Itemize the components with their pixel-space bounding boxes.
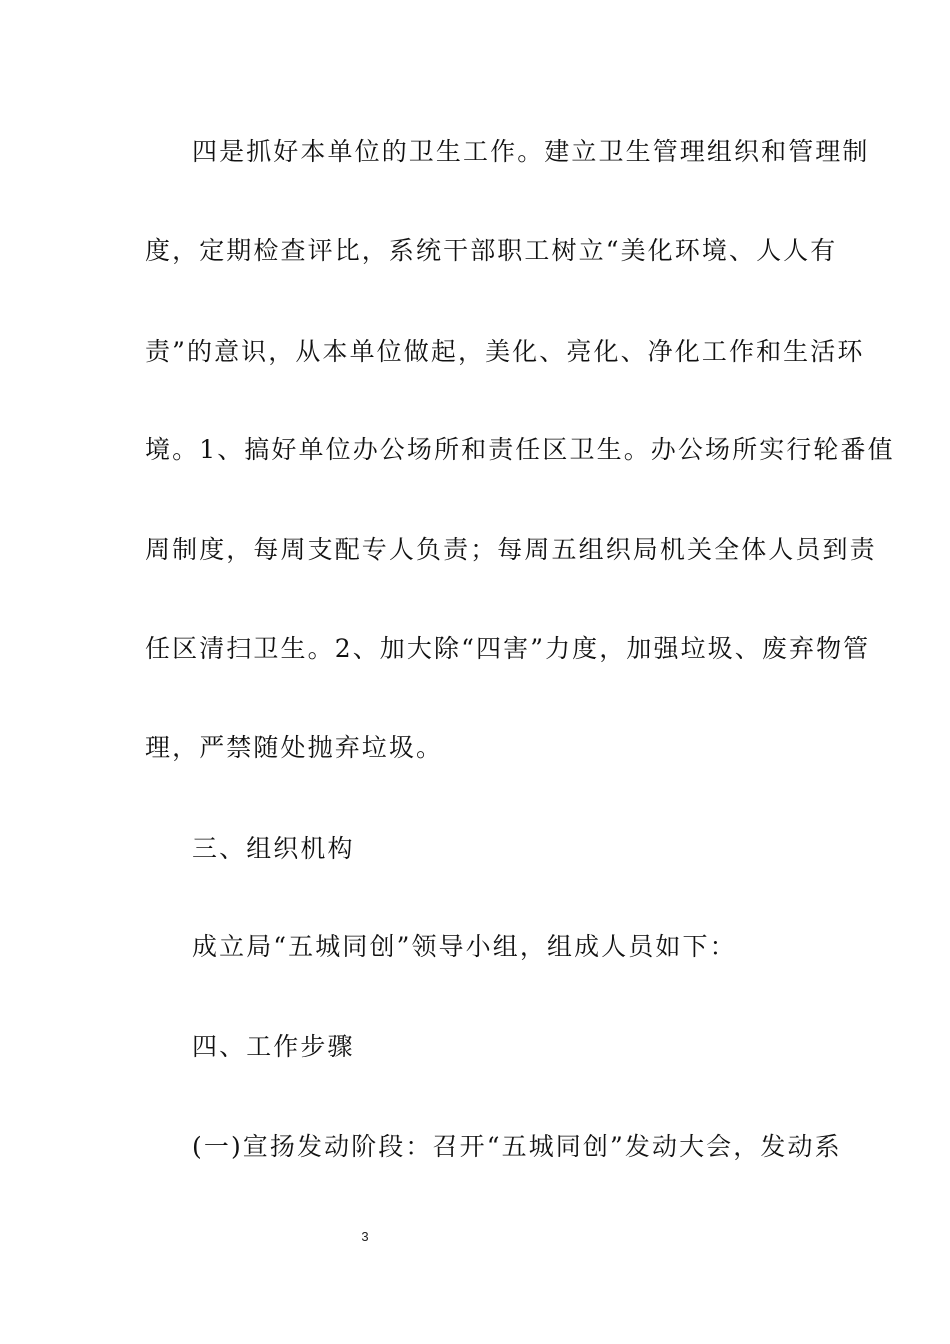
paragraph-line: 理，严禁随处抛弃垃圾。 [145,733,444,762]
paragraph-line: 责”的意识，从本单位做起，美化、亮化、净化工作和生活环 [145,337,865,366]
paragraph-line: 境。1、搞好单位办公场所和责任区卫生。办公场所实行轮番值 [145,435,895,464]
paragraph-line: 度，定期检查评比，系统干部职工树立“美化环境、人人有 [145,236,838,265]
section-heading: 三、组织机构 [192,834,355,863]
paragraph-line: 任区清扫卫生。2、加大除“四害”力度，加强垃圾、废弃物管 [145,634,871,663]
paragraph-line: 周制度，每周支配专人负责；每周五组织局机关全体人员到责 [145,535,877,564]
page-number: 3 [361,1229,369,1244]
section-text: 成立局“五城同创”领导小组，组成人员如下： [192,932,737,961]
section-step-text: (一)宣扬发动阶段：召开“五城同创”发动大会，发动系 [192,1132,842,1161]
paragraph-line: 四是抓好本单位的卫生工作。建立卫生管理组织和管理制 [192,137,870,166]
section-heading: 四、工作步骤 [192,1032,355,1061]
